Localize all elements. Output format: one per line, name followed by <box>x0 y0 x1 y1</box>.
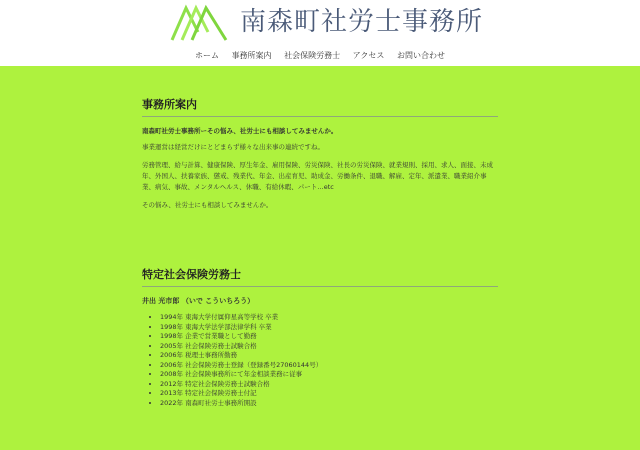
office-closing: その悩み、社労士にも相談してみませんか。 <box>142 201 273 209</box>
office-section <box>142 96 498 211</box>
history-item: • 1994年 東海大学付属仰星高等学校 卒業 <box>160 313 498 323</box>
history-item: • 2022年 南森町社労士事務所開設 <box>160 399 498 409</box>
site-header <box>0 0 640 66</box>
nav-home[interactable]: ホーム <box>195 51 220 60</box>
nav-sharoushi[interactable]: 社会保険労務士 <box>284 51 341 60</box>
person-section <box>142 266 498 408</box>
history-item: • 2006年 税理士事務所勤務 <box>160 351 498 361</box>
nav-access[interactable]: アクセス <box>352 51 385 60</box>
office-lead: 南森町社労士事務所ーその悩み、社労士にも相談してみませんか。 <box>142 127 338 135</box>
main-nav <box>0 50 640 61</box>
main-content <box>142 66 498 408</box>
history-item: • 2008年 社会保険事務所にて年金相談業務に従事 <box>160 370 498 380</box>
history-item: • 2006年 社会保険労務士登録（登録番号27060144号） <box>160 361 498 371</box>
history-item: • 2005年 社会保険労務士試験合格 <box>160 342 498 352</box>
history-item: • 1998年 企業で営業職として勤務 <box>160 332 498 342</box>
history-item: • 2013年 特定社会保険労務士付記 <box>160 389 498 399</box>
site-title: 南森町社労士事務所 <box>240 7 484 37</box>
history-list <box>142 313 498 408</box>
office-heading: 事務所案内 <box>142 96 498 117</box>
office-topics: 労務管理、給与計算、健康保険、厚生年金、雇用保険、労災保険、社長の労災保険、就業規則、採用、求人、面接、未成年、外国人、扶養家族、懲戒、残業代、年金、出産育児、助成金、労働条件、退職、解雇、定年、派遣業、職業紹介事業、病気、事故、メンタルヘルス、休職、有給休暇、パート…etc <box>142 161 493 191</box>
mountain-logo-icon <box>170 2 230 42</box>
site-logo[interactable] <box>170 2 483 42</box>
nav-office[interactable]: 事務所案内 <box>231 51 272 60</box>
history-item: • 2012年 特定社会保険労務士試験合格 <box>160 380 498 390</box>
history-item: • 1998年 東海大学法学部法律学科 卒業 <box>160 323 498 333</box>
office-paragraph: 事業運営は経営だけにとどまらず様々な出来事の連続ですね。 <box>142 143 324 151</box>
nav-contact[interactable]: お問い合わせ <box>396 51 445 60</box>
person-heading: 特定社会保険労務士 <box>142 266 498 287</box>
person-name: 井出 光市郎 （いで こういちろう） <box>142 297 255 305</box>
